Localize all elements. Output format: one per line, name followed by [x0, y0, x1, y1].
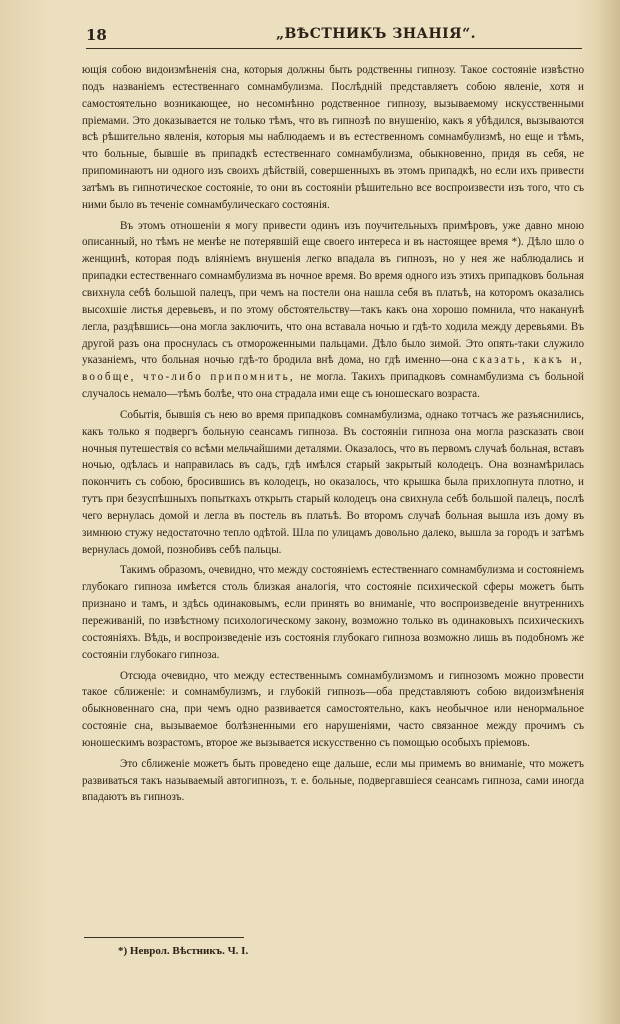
paragraph-5: Отсюда очевидно, что между естественнымъ сомнамбулизмомъ и гипнозомъ можно провести такое сближеніе: и сомнамбулизмъ, и глубокій гипнозъ—оба представляютъ собою видоизмѣненія обыкновеннаго сна, при чемъ одно развивается самостоятельно, какъ необычное или ненормальное состояніе сна, вызываемое болѣзненными его нарушеніями, часто связанное между прочимъ съ юношескимъ возрастомъ, второе же вызывается искусственно съ помощью особыхъ пріемовъ. [82, 669, 584, 749]
page-header [86, 26, 582, 48]
page-edge-shadow [594, 0, 620, 1024]
page-number: 18 [86, 26, 107, 44]
paragraph-2-part-2: не могла. Такихъ припадковъ сомнамбулизма съ больной случалось немало—тѣмъ болѣе, что она страдала ими еще съ юношескаго возраста. [82, 371, 584, 401]
paragraph-1: ющія собою видоизмѣненія сна, которыя должны быть родственны гипнозу. Такое состояніе извѣстно подъ названіемъ естественнаго сомнамбулизма. Послѣдній представляетъ собою явленіе, хотя и самостоятельно возникающее, но несомнѣнно родственное гипнозу, вызываемому искусственными пріемами. Это доказывается не только тѣмъ, что въ гипнозѣ по внушенію, какъ я убѣдился, вызываются всѣ рѣшительно явленія, которыя мы наблюдаемъ и въ естественномъ сомнамбулизмѣ, но еще и тѣмъ, что больные, бывшіе въ припадкѣ естественнаго сомнамбулизма, обыкновенно, придя въ себя, не припоминаютъ ни одного изъ своихъ дѣйствій, совершенныхъ въ этомъ припадкѣ, но если ихъ привести затѣмъ въ гипнотическое состояніе, то они въ состояніи рѣшительно все воспроизвести изъ того, что съ ними было въ теченіе сомнамбулическаго состоянія. [82, 64, 584, 211]
body-text [82, 62, 584, 810]
paragraph-4: Такимъ образомъ, очевидно, что между состояніемъ естественнаго сомнамбулизма и состояніемъ глубокаго гипноза имѣется столь близкая аналогія, что состояніе психической сферы можетъ быть признано и тамъ, и здѣсь одинаковымъ, если принять во вниманіе, что воспроизведеніе внутреннихъ переживаній, по извѣстному психологическому закону, возможно только въ одинаковыхъ психическихъ состояніяхъ. Вѣдь, и воспроизведеніе изъ состоянія глубокаго гипноза возможно лишь въ подобномъ же состояніи глубокаго гипноза. [82, 564, 584, 661]
footnote: *) Неврол. Вѣстникъ. Ч. I. [118, 945, 249, 957]
paragraph-3: Событія, бывшія съ нею во время припадковъ сомнамбулизма, однако тотчасъ же разъяснились, какъ только я подвергъ больную сеансамъ гипноза. Въ состояніи гипноза она могла разсказать свои ночныя путешествія со всѣми мельчайшими деталями. Оказалось, что въ первомъ случаѣ больная, вставъ ночью, одѣлась и направилась въ садъ, гдѣ имѣлся старый закрытый колодецъ. Она вознамѣрилась покончить съ собою, бросившись въ колодецъ, но оказалось, что крышка была прихлопнута плотно, и тутъ при безуспѣшныхъ попыткахъ открыть старый колодецъ она свихнула себѣ большой палецъ, послѣ чего вернулась домой и легла въ постель въ платьѣ. Во второмъ случаѣ больная вышла изъ дому въ зимнюю стужу недостаточно тепло одѣтой. Шла по улицамъ довольно далеко, вышла за городъ и затѣмъ вернулась домой, познобивъ себѣ пальцы. [82, 408, 584, 556]
running-title: „ВѢСТНИКЪ ЗНАНІЯ“. [276, 26, 477, 42]
paragraph-2 [82, 218, 584, 403]
paragraph-6: Это сближеніе можетъ быть проведено еще дальше, если мы примемъ во вниманіе, что можетъ развиваться такъ называемый автогипнозъ, т. е. больные, подвергавшіеся сеансамъ гипноза, сами иногда впадаютъ въ гипнозъ. [82, 757, 584, 804]
footnote-rule [84, 937, 244, 938]
header-rule [86, 48, 582, 49]
paragraph-2-spaced-emphasis: сказать, какъ и, вообще, что-либо припомнить, [82, 354, 585, 384]
paragraph-2-part-1: Въ этомъ отношеніи я могу привести одинъ изъ поучительныхъ примѣровъ, уже давно мною описанный, но тѣмъ не менѣе не потерявшій еще своего интереса и въ настоящее время *). Дѣло шло о женщинѣ, которая подъ вліяніемъ внушенія легко впадала въ гипнозъ, но у нея же наблюдались и припадки естественнаго сомнамбулизма въ ночное время. Во время одного изъ этихъ припадковъ больная свихнула себѣ большой палецъ, при чемъ на постели она нашла себя въ платьѣ, на которомъ оказались высохшіе листья деревьевъ, и по этому обстоятельству—такъ какъ она хорошо помнила, что наканунѣ легла, раздѣвшись—она могла заключить, что она вставала ночью и гдѣ-то ходила между деревьями. Въ другой разъ она проснулась съ отмороженными пальцами. Дѣло было зимой. Это опять-таки служило указаніемъ, что больная ночью гдѣ-то бродила внѣ дома, но гдѣ именно—она [82, 219, 584, 367]
